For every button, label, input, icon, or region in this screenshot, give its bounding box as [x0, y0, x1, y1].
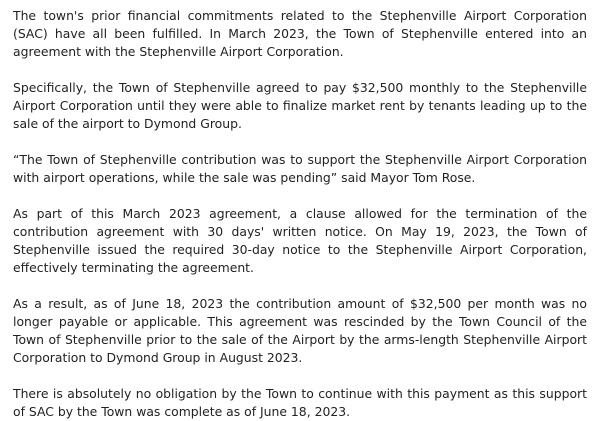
paragraph-no-obligation: There is absolutely no obligation by the Town to continue with this payment as this support of SAC by the Town was complete as of June 18, 2023. — [13, 386, 587, 419]
paragraph-commitments-fulfilled: The town's prior financial commitments related to the Stephenville Airport Corporation (SAC) have all been fulfilled. In March 2023, the Town of Stephenville entered into an agreement with the Stephenville Airport Corporation. — [13, 8, 587, 59]
paragraph-monthly-payment: Specifically, the Town of Stephenville agreed to pay $32,500 monthly to the Stephenville Airport Corporation until they were able to finalize market rent by tenants leading up to the sale of the airport to Dymond Group. — [13, 80, 587, 131]
paragraph-mayor-quote: “The Town of Stephenville contribution was to support the Stephenville Airport Corporation with airport operations, while the sale was pending” said Mayor Tom Rose. — [13, 152, 587, 185]
paragraph-termination-clause: As part of this March 2023 agreement, a clause allowed for the termination of the contribution agreement with 30 days' written notice. On May 19, 2023, the Town of Stephenville issued the required 30-day notice to the Stephenville Airport Corporation, effectively terminating the agreement. — [13, 206, 587, 275]
paragraph-rescinded: As a result, as of June 18, 2023 the contribution amount of $32,500 per month was no longer payable or applicable. This agreement was rescinded by the Town Council of the Town of Stephenville prior to the sale of the Airport by the arms-length Stephenville Airport Corporation to Dymond Group in August 2023. — [13, 296, 587, 365]
